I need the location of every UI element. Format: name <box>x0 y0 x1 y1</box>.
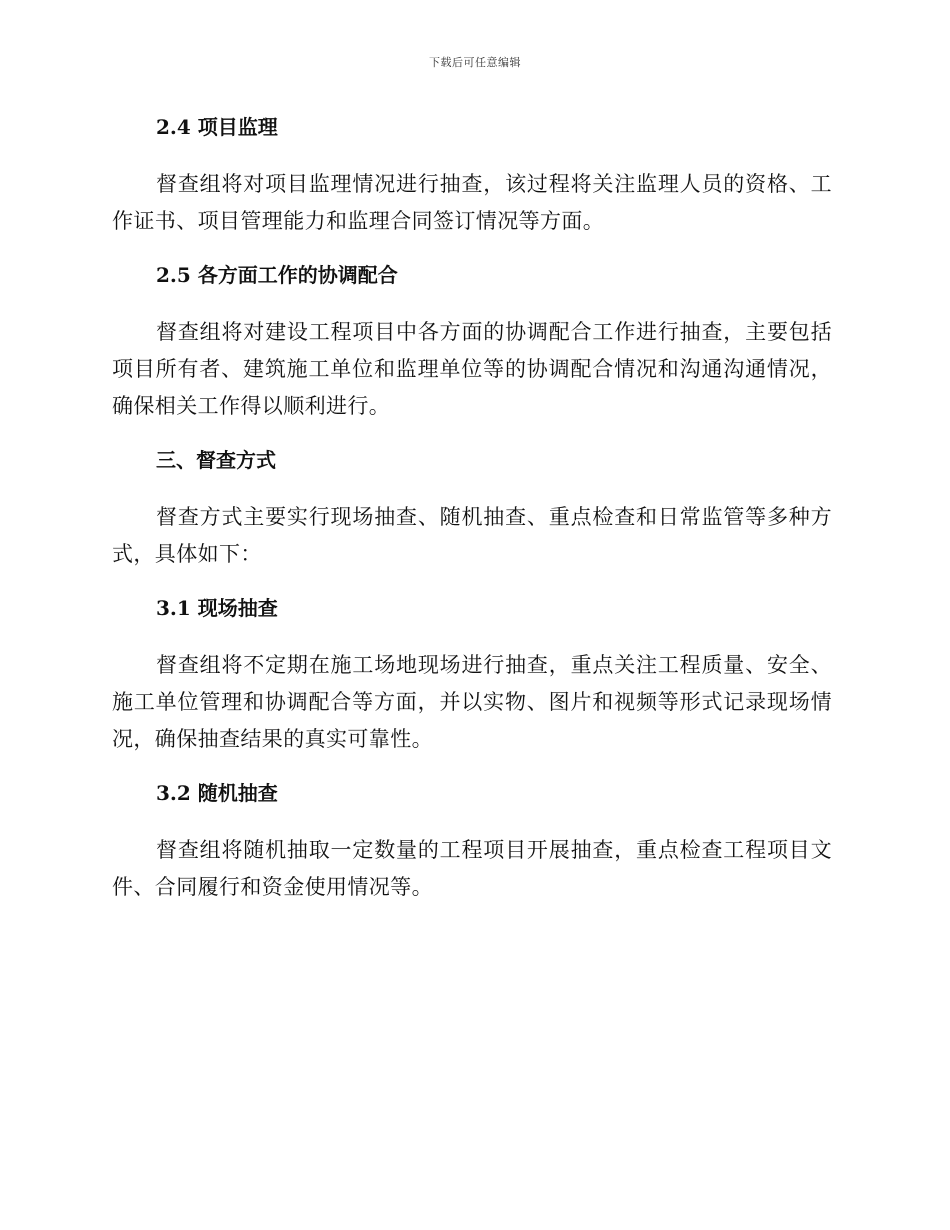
section-paragraph-2-5: 督查组将对建设工程项目中各方面的协调配合工作进行抽查，主要包括项目所有者、建筑施工单位和监理单位等的协调配合情况和沟通沟通情况，确保相关工作得以顺利进行。 <box>112 320 832 418</box>
section-heading-3-2: 3.2 随机抽查 <box>156 781 278 805</box>
section-heading-3-1: 3.1 现场抽查 <box>156 596 278 620</box>
section-heading-2-5: 2.5 各方面工作的协调配合 <box>156 263 398 287</box>
section-paragraph-3-1: 督查组将不定期在施工场地现场进行抽查，重点关注工程质量、安全、施工单位管理和协调配合等方面，并以实物、图片和视频等形式记录现场情况，确保抽查结果的真实可靠性。 <box>112 653 832 751</box>
document-body <box>112 112 832 926</box>
section-paragraph-3-2: 督查组将随机抽取一定数量的工程项目开展抽查，重点检查工程项目文件、合同履行和资金使用情况等。 <box>112 838 832 899</box>
section-paragraph-3: 督查方式主要实行现场抽查、随机抽查、重点检查和日常监管等多种方式，具体如下： <box>112 505 832 566</box>
section-heading-2-4: 2.4 项目监理 <box>156 115 278 139</box>
page-header: 下载后可任意编辑 <box>429 56 521 69</box>
section-paragraph-2-4: 督查组将对项目监理情况进行抽查，该过程将关注监理人员的资格、工作证书、项目管理能力和监理合同签订情况等方面。 <box>112 172 832 233</box>
section-heading-3: 三、督查方式 <box>156 448 276 472</box>
